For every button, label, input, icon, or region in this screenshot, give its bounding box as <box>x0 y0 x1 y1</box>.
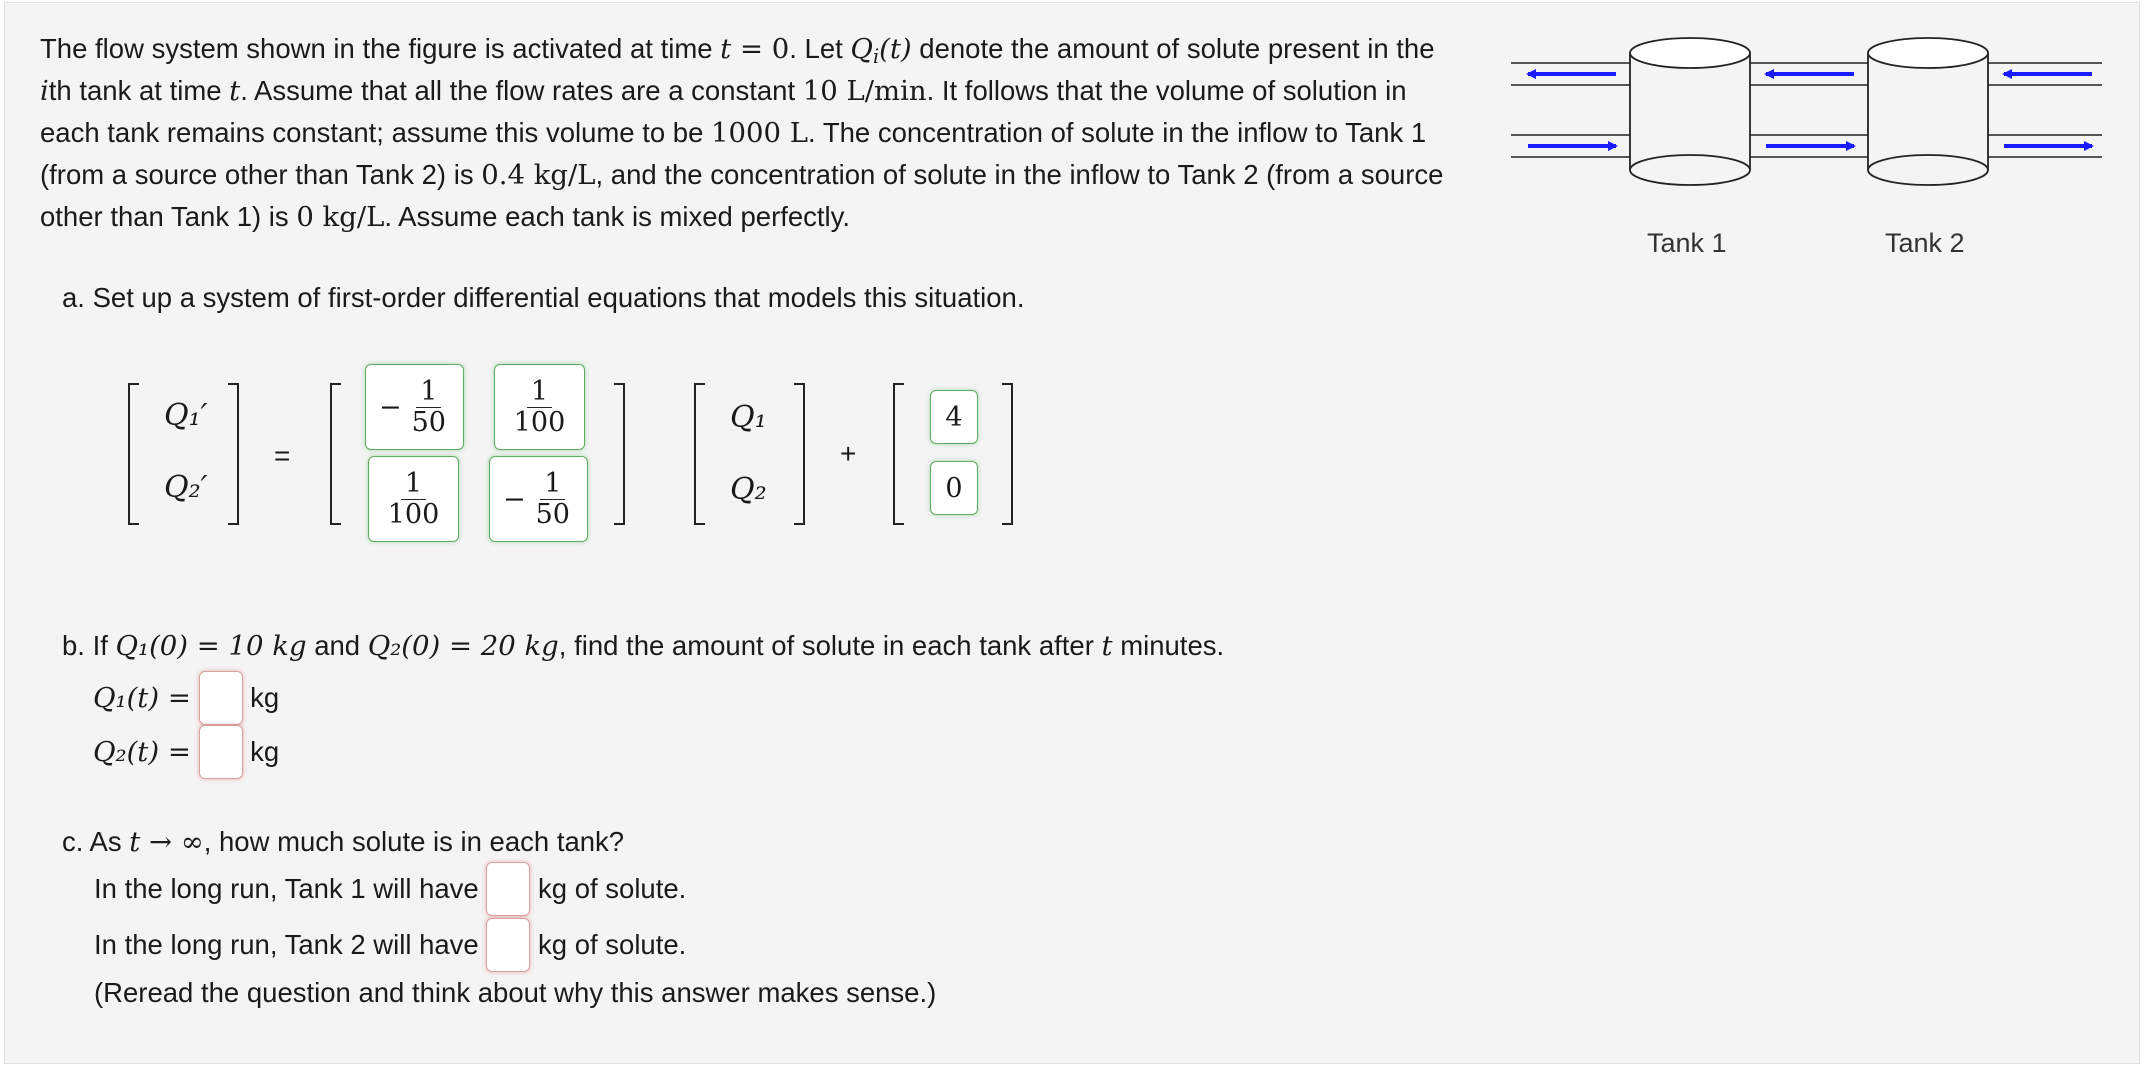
constant-2-input[interactable]: 0 <box>930 461 978 515</box>
tank2-longrun-label: In the long run, Tank 2 will have <box>94 929 479 960</box>
a12-num: 1 <box>527 377 552 408</box>
math-cond1: Q₁(0) = 10 kg <box>115 630 307 662</box>
a22-num: 1 <box>540 469 565 500</box>
q2-prime: Q₂′ <box>164 470 208 505</box>
part-c-text: , how much solute is in each tank? <box>203 826 625 857</box>
lhs-left-bracket <box>128 383 139 525</box>
part-b-text: b. If <box>62 630 116 661</box>
q2t-input[interactable] <box>199 725 243 779</box>
equals-sign: = <box>274 440 291 471</box>
tank-2-label: Tank 2 <box>1885 228 1965 258</box>
math-eq0: = 0 <box>731 33 790 65</box>
a21-fraction <box>384 469 444 529</box>
a11-num: 1 <box>416 377 441 408</box>
a12-den: 100 <box>513 406 566 438</box>
math-q: Q <box>850 33 873 65</box>
a12-fraction <box>510 377 570 437</box>
tank1-longrun-input[interactable] <box>486 862 530 916</box>
tank-figure <box>1506 30 2106 258</box>
tank2-longrun-suffix: kg of solute. <box>538 929 687 960</box>
tank2-longrun-input[interactable] <box>486 918 530 972</box>
math-paren-t: (t) <box>879 33 912 65</box>
intro-text: denote the amount of solute present in the <box>911 33 1435 64</box>
q2t-label: Q₂(t) = <box>93 736 191 768</box>
a22-den: 50 <box>535 498 570 530</box>
intro-text: th tank at time <box>48 75 230 106</box>
a11-den: 50 <box>411 406 446 438</box>
q1-prime: Q₁′ <box>164 398 208 433</box>
part-c-text: c. As <box>62 826 130 857</box>
tank-diagram <box>1506 30 2106 230</box>
intro-text: . Assume that all the flow rates are a constant <box>240 75 803 106</box>
math-t: t <box>1101 630 1113 662</box>
a11-sign: − <box>379 391 402 423</box>
lhs-right-bracket <box>228 383 239 525</box>
intro-text: . It follows that the volume of solution in each tank remains constant; assume this volume to be <box>40 75 1407 148</box>
math-i-sub: i <box>872 44 880 68</box>
problem-statement <box>40 28 1460 238</box>
math-rate: 10 L/min <box>802 75 927 107</box>
qvec-right-bracket <box>794 383 805 525</box>
tank-1-label: Tank 1 <box>1647 228 1727 258</box>
q2: Q₂ <box>730 472 767 507</box>
intro-text: . The concentration of solute in the inflow to Tank 1 (from a source other than Tank 2) is <box>40 117 1427 190</box>
part-c-prompt <box>62 826 624 858</box>
intro-text: , and the concentration of solute in the inflow to Tank 2 (from a source other than Tank 1) is <box>40 159 1444 232</box>
a11-fraction <box>408 377 450 437</box>
plus-sign: + <box>840 438 857 469</box>
q1t-label: Q₁(t) = <box>93 682 191 714</box>
math-t: t <box>720 33 732 65</box>
matrix-right-bracket <box>614 383 625 525</box>
tank2-longrun-row <box>94 918 686 972</box>
const-right-bracket <box>1002 383 1013 525</box>
intro-text: The flow system shown in the figure is activated at time <box>40 33 721 64</box>
q2t-row <box>93 725 279 779</box>
q1: Q₁ <box>730 400 767 435</box>
math-limit: t → ∞ <box>129 826 204 858</box>
math-ith: i <box>40 75 49 107</box>
matrix-a12-input[interactable] <box>494 364 585 450</box>
a21-num: 1 <box>401 469 426 500</box>
a22-sign: − <box>503 483 526 515</box>
a21-den: 100 <box>387 498 440 530</box>
math-conc2: 0 kg/L <box>296 201 385 233</box>
q1t-row <box>93 671 279 725</box>
matrix-a11-input[interactable] <box>365 364 464 450</box>
tank1-longrun-label: In the long run, Tank 1 will have <box>94 873 479 904</box>
part-b-text: and <box>306 630 368 661</box>
part-b-prompt <box>62 630 1224 662</box>
q1t-input[interactable] <box>199 671 243 725</box>
const-left-bracket <box>893 383 904 525</box>
tank-1-shape <box>1630 38 1750 185</box>
qvec-left-bracket <box>694 383 705 525</box>
math-cond2: Q₂(0) = 20 kg <box>367 630 559 662</box>
intro-text: . Assume each tank is mixed perfectly. <box>384 201 851 232</box>
tank-2-shape <box>1868 38 1988 185</box>
math-conc1: 0.4 kg/L <box>481 159 596 191</box>
tank1-longrun-suffix: kg of solute. <box>538 873 687 904</box>
matrix-left-bracket <box>330 383 341 525</box>
math-volume: 1000 L <box>711 117 809 149</box>
constant-1-input[interactable]: 4 <box>930 390 978 444</box>
q2t-unit: kg <box>250 736 280 767</box>
a22-fraction <box>532 469 574 529</box>
math-t: t <box>229 75 241 107</box>
reread-note: (Reread the question and think about why this answer makes sense.) <box>94 977 937 1008</box>
matrix-a21-input[interactable] <box>368 456 459 542</box>
tank1-longrun-row <box>94 862 686 916</box>
q1t-unit: kg <box>250 682 280 713</box>
part-b-text: , find the amount of solute in each tank after <box>558 630 1102 661</box>
matrix-a22-input[interactable] <box>489 456 588 542</box>
part-b-text: minutes. <box>1112 630 1225 661</box>
intro-text: . Let <box>789 33 851 64</box>
part-a-prompt: a. Set up a system of first-order differential equations that models this situation. <box>62 282 1025 313</box>
